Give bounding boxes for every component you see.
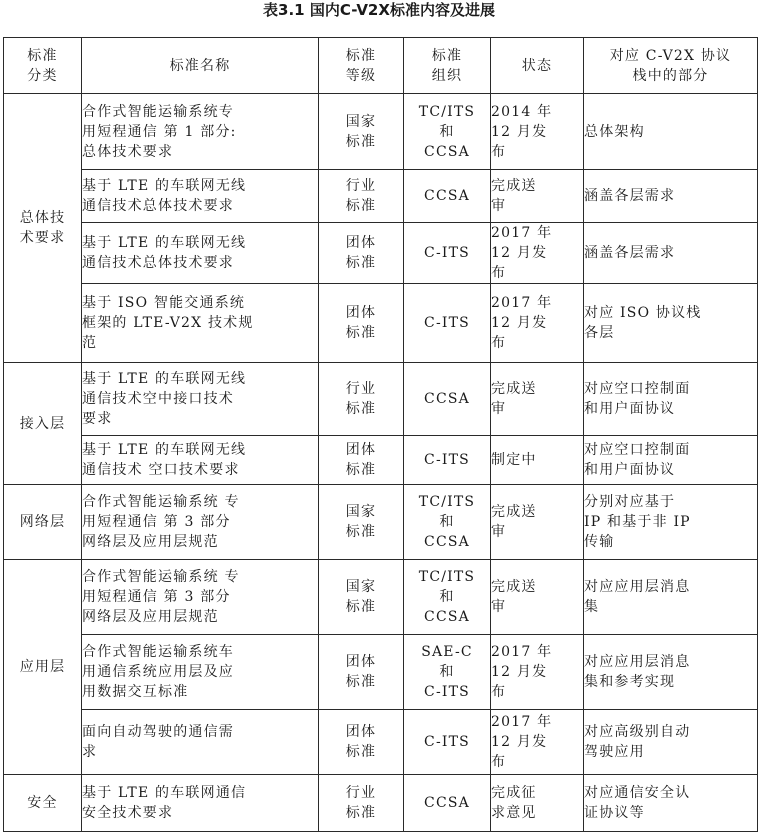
standard-level: 团体 标准 bbox=[319, 710, 404, 775]
standard-part: 总体架构 bbox=[584, 94, 758, 170]
header-category: 标准 分类 bbox=[4, 38, 82, 94]
header-org: 标准 组织 bbox=[404, 38, 491, 94]
standard-status: 2017 年 12 月发 布 bbox=[491, 710, 584, 775]
standard-status: 完成送 审 bbox=[491, 170, 584, 223]
standard-org: C-ITS bbox=[404, 710, 491, 775]
standard-org: TC/ITS 和 CCSA bbox=[404, 485, 491, 560]
standard-level: 国家 标准 bbox=[319, 485, 404, 560]
standard-part: 涵盖各层需求 bbox=[584, 223, 758, 284]
standard-part: 对应空口控制面 和用户面协议 bbox=[584, 436, 758, 485]
category-security: 安全 bbox=[4, 775, 82, 832]
standard-org: CCSA bbox=[404, 363, 491, 436]
standard-name: 合作式智能运输系统 专 用短程通信 第 3 部分 网络层及应用层规范 bbox=[82, 560, 319, 635]
standard-status: 2014 年 12 月发 布 bbox=[491, 94, 584, 170]
standard-status: 2017 年 12 月发 布 bbox=[491, 635, 584, 710]
standard-level: 行业 标准 bbox=[319, 170, 404, 223]
standard-org: CCSA bbox=[404, 775, 491, 832]
standard-part: 对应高级别自动 驾驶应用 bbox=[584, 710, 758, 775]
table-row bbox=[4, 635, 758, 710]
standard-name: 基于 LTE 的车联网无线 通信技术总体技术要求 bbox=[82, 223, 319, 284]
header-row bbox=[4, 38, 758, 94]
standard-name: 面向自动驾驶的通信需 求 bbox=[82, 710, 319, 775]
table-row bbox=[4, 485, 758, 560]
standard-part: 对应应用层消息 集 bbox=[584, 560, 758, 635]
table-row bbox=[4, 170, 758, 223]
standard-name: 基于 LTE 的车联网无线 通信技术总体技术要求 bbox=[82, 170, 319, 223]
header-status: 状态 bbox=[491, 38, 584, 94]
standard-level: 行业 标准 bbox=[319, 775, 404, 832]
standard-part: 涵盖各层需求 bbox=[584, 170, 758, 223]
standard-org: SAE-C 和 C-ITS bbox=[404, 635, 491, 710]
table-caption: 表3.1 国内C-V2X标准内容及进展 bbox=[263, 1, 495, 19]
standard-status: 制定中 bbox=[491, 436, 584, 485]
standard-level: 团体 标准 bbox=[319, 436, 404, 485]
table-row bbox=[4, 710, 758, 775]
standard-name: 合作式智能运输系统专 用短程通信 第 1 部分: 总体技术要求 bbox=[82, 94, 319, 170]
standard-level: 行业 标准 bbox=[319, 363, 404, 436]
standard-status: 2017 年 12 月发 布 bbox=[491, 223, 584, 284]
table-row bbox=[4, 363, 758, 436]
standard-level: 国家 标准 bbox=[319, 560, 404, 635]
table-row bbox=[4, 284, 758, 363]
table-row bbox=[4, 94, 758, 170]
standard-name: 合作式智能运输系统 专 用短程通信 第 3 部分 网络层及应用层规范 bbox=[82, 485, 319, 560]
table-row bbox=[4, 775, 758, 832]
header-part: 对应 C-V2X 协议 栈中的部分 bbox=[584, 38, 758, 94]
standard-level: 团体 标准 bbox=[319, 635, 404, 710]
standard-part: 对应应用层消息 集和参考实现 bbox=[584, 635, 758, 710]
standard-status: 完成送 审 bbox=[491, 485, 584, 560]
table-row bbox=[4, 560, 758, 635]
category-network: 网络层 bbox=[4, 485, 82, 560]
standard-org: TC/ITS 和 CCSA bbox=[404, 94, 491, 170]
standard-part: 对应空口控制面 和用户面协议 bbox=[584, 363, 758, 436]
header-name: 标准名称 bbox=[82, 38, 319, 94]
category-application: 应用层 bbox=[4, 560, 82, 775]
standard-name: 基于 LTE 的车联网通信 安全技术要求 bbox=[82, 775, 319, 832]
standard-level: 国家 标准 bbox=[319, 94, 404, 170]
standard-status: 2017 年 12 月发 布 bbox=[491, 284, 584, 363]
standard-name: 基于 LTE 的车联网无线 通信技术 空口技术要求 bbox=[82, 436, 319, 485]
standard-org: C-ITS bbox=[404, 436, 491, 485]
standard-part: 分别对应基于 IP 和基于非 IP 传输 bbox=[584, 485, 758, 560]
standard-part: 对应 ISO 协议栈 各层 bbox=[584, 284, 758, 363]
standard-org: C-ITS bbox=[404, 284, 491, 363]
standard-status: 完成征 求意见 bbox=[491, 775, 584, 832]
standard-part: 对应通信安全认 证协议等 bbox=[584, 775, 758, 832]
category-general: 总体技 术要求 bbox=[4, 94, 82, 363]
standard-status: 完成送 审 bbox=[491, 560, 584, 635]
header-level: 标准 等级 bbox=[319, 38, 404, 94]
standard-level: 团体 标准 bbox=[319, 223, 404, 284]
standard-org: C-ITS bbox=[404, 223, 491, 284]
standard-level: 团体 标准 bbox=[319, 284, 404, 363]
standard-name: 合作式智能运输系统车 用通信系统应用层及应 用数据交互标准 bbox=[82, 635, 319, 710]
table-row bbox=[4, 223, 758, 284]
standard-org: CCSA bbox=[404, 170, 491, 223]
category-access: 接入层 bbox=[4, 363, 82, 485]
standards-table bbox=[3, 37, 758, 832]
standard-name: 基于 ISO 智能交通系统 框架的 LTE-V2X 技术规 范 bbox=[82, 284, 319, 363]
standard-name: 基于 LTE 的车联网无线 通信技术空中接口技术 要求 bbox=[82, 363, 319, 436]
table-row bbox=[4, 436, 758, 485]
standard-org: TC/ITS 和 CCSA bbox=[404, 560, 491, 635]
standard-status: 完成送 审 bbox=[491, 363, 584, 436]
